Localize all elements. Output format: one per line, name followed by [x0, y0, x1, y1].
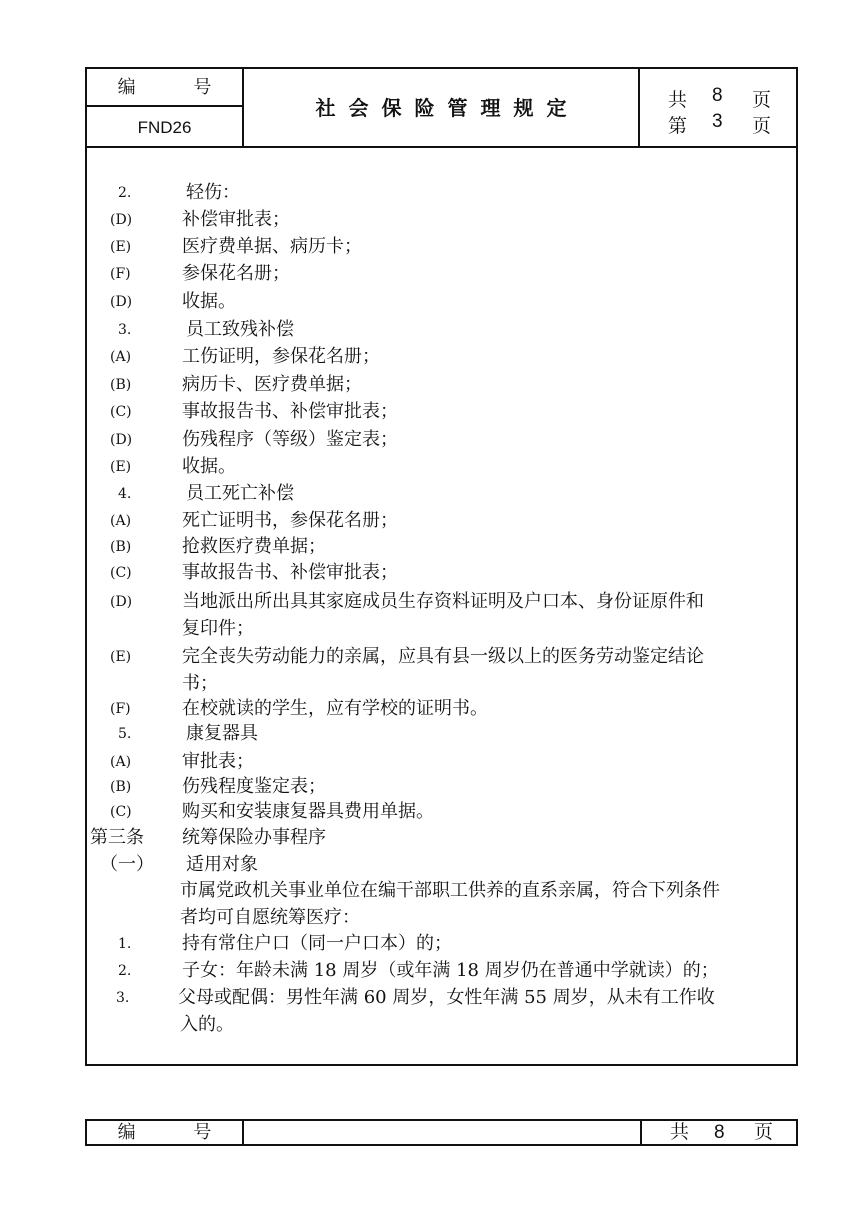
line-text: 收据。	[182, 456, 236, 477]
number-cell	[87, 69, 244, 146]
line-text: 适用对象	[186, 854, 258, 875]
line-text: 事故报告书、补偿审批表；	[182, 562, 398, 583]
line-text: 审批表；	[182, 751, 254, 772]
footer-total-suffix: 页	[754, 1121, 774, 1143]
line-text: 购买和安装康复器具费用单据。	[182, 801, 434, 822]
line-text: 收据。	[182, 291, 236, 312]
line-marker: 4.	[118, 486, 132, 502]
line-marker: (A)	[110, 513, 132, 529]
line-text: 医疗费单据、病历卡；	[182, 236, 362, 257]
footer-total-pages: 8	[714, 1122, 725, 1143]
line-marker: 3.	[116, 990, 130, 1006]
total-pages: 8	[712, 85, 723, 106]
number-label: 编 号	[87, 69, 242, 107]
line-text: 员工死亡补偿	[186, 483, 294, 504]
line-text: 抢救医疗费单据；	[182, 536, 326, 557]
line-text: 者均可自愿统筹医疗：	[180, 907, 360, 928]
line-marker: 第三条	[90, 827, 144, 848]
line-marker: (E)	[110, 459, 132, 475]
line-marker: (C)	[110, 804, 132, 820]
line-marker: (B)	[110, 779, 132, 795]
line-marker: (F)	[110, 701, 131, 717]
document-footer	[85, 1119, 798, 1146]
line-text: 市属党政机关事业单位在编干部职工供养的直系亲属，符合下列条件	[180, 880, 720, 901]
line-marker: (A)	[110, 349, 132, 365]
line-text: 病历卡、医疗费单据；	[182, 374, 362, 395]
line-text: 事故报告书、补偿审批表；	[182, 401, 398, 422]
line-text: 入的。	[180, 1014, 234, 1035]
line-marker: （一）	[100, 854, 154, 875]
line-text: 员工致残补偿	[186, 319, 294, 340]
line-text: 父母或配偶：男性年满 60 周岁，女性年满 55 周岁，从未有工作收	[178, 987, 715, 1008]
line-marker: 5.	[118, 726, 132, 742]
line-text: 伤残程序（等级）鉴定表；	[182, 429, 398, 450]
footer-number-label: 编 号	[87, 1121, 244, 1144]
footer-total-prefix: 共	[670, 1121, 690, 1143]
line-text: 子女：年龄未满 18 周岁（或年满 18 周岁仍在普通中学就读）的；	[182, 960, 719, 981]
line-text: 参保花名册；	[182, 263, 290, 284]
total-suffix: 页	[752, 89, 772, 111]
line-marker: (D)	[110, 594, 133, 610]
line-marker: 2.	[118, 185, 132, 201]
footer-page-info	[640, 1121, 796, 1144]
page-info-cell	[640, 69, 796, 146]
line-text: 当地派出所出具其家庭成员生存资料证明及户口本、身份证原件和	[182, 591, 704, 612]
line-text: 统筹保险办事程序	[182, 827, 326, 848]
line-text: 工伤证明，参保花名册；	[182, 346, 380, 367]
line-marker: (C)	[110, 404, 132, 420]
line-text: 补偿审批表；	[182, 209, 290, 230]
line-text: 完全丧失劳动能力的亲属，应具有县一级以上的医务劳动鉴定结论	[182, 646, 704, 667]
line-marker: (A)	[110, 754, 132, 770]
line-text: 持有常住户口（同一户口本）的；	[182, 933, 452, 954]
line-marker: 1.	[118, 936, 132, 952]
line-marker: (D)	[110, 212, 133, 228]
line-text: 死亡证明书，参保花名册；	[182, 510, 398, 531]
line-marker: (E)	[110, 239, 132, 255]
current-page: 3	[712, 111, 723, 132]
line-marker: (B)	[110, 377, 132, 393]
line-text: 书；	[182, 673, 218, 694]
line-text: 复印件；	[182, 618, 254, 639]
line-marker: (C)	[110, 565, 132, 581]
line-text: 轻伤：	[186, 182, 240, 203]
line-marker: (D)	[110, 294, 133, 310]
line-text: 康复器具	[186, 723, 258, 744]
line-text: 在校就读的学生，应有学校的证明书。	[182, 698, 488, 719]
total-prefix: 共	[668, 89, 688, 111]
line-marker: (E)	[110, 649, 132, 665]
line-marker: (F)	[110, 266, 131, 282]
line-marker: 2.	[118, 963, 132, 979]
document-title: 社会保险管理规定	[244, 69, 640, 146]
document-header	[85, 67, 798, 148]
current-suffix: 页	[752, 115, 772, 137]
current-prefix: 第	[668, 115, 688, 137]
line-marker: (D)	[110, 432, 133, 448]
number-value: FND26	[137, 118, 192, 137]
line-marker: (B)	[110, 539, 132, 555]
line-marker: 3.	[118, 322, 132, 338]
line-text: 伤残程度鉴定表；	[182, 776, 326, 797]
